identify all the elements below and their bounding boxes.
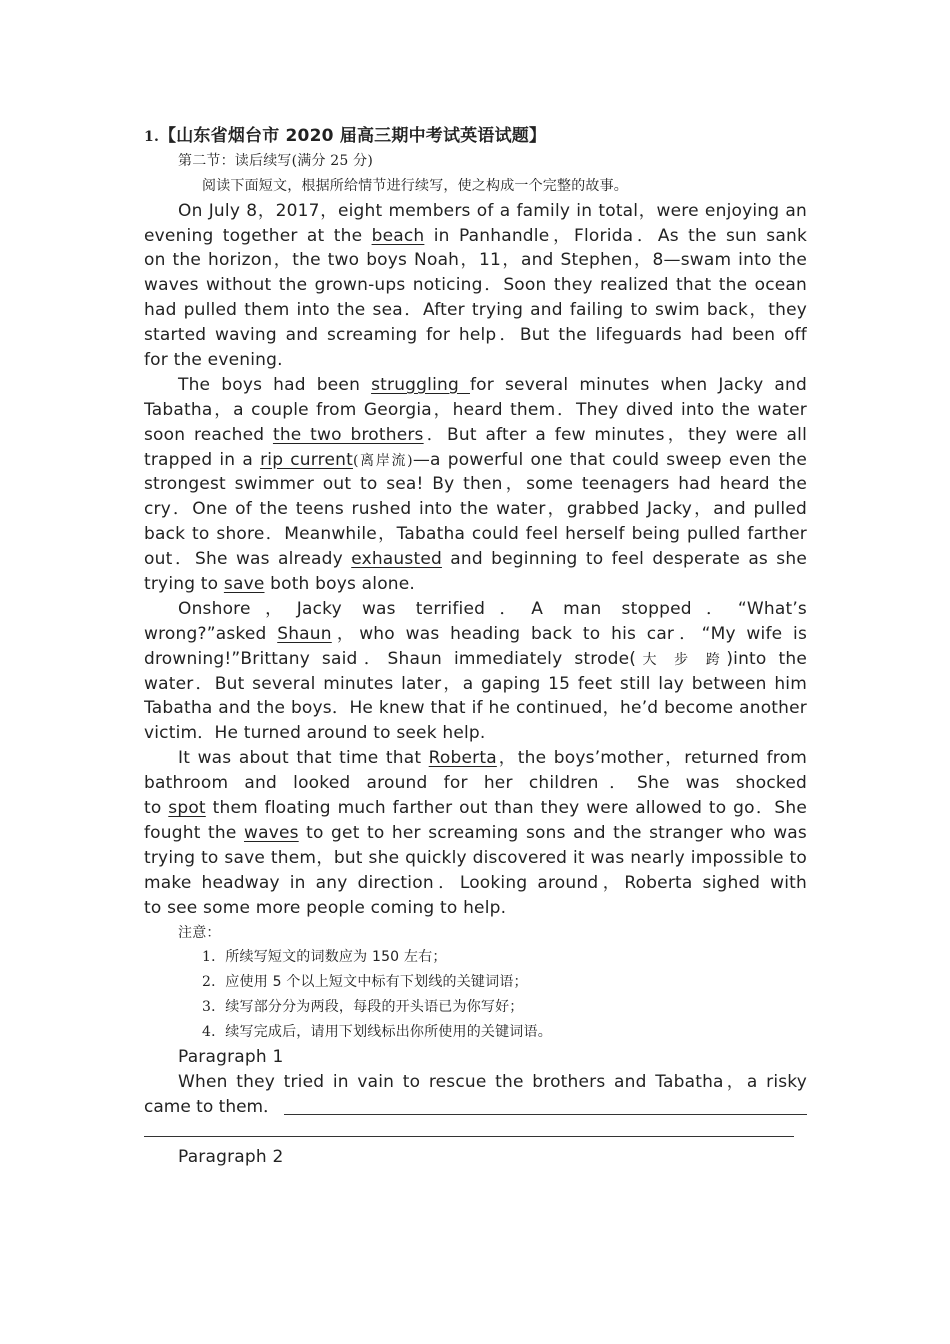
text-line: to see some more people coming to help. bbox=[144, 897, 507, 918]
chinese-gloss: 大 步 跨 bbox=[636, 651, 727, 668]
passage-paragraph-4 bbox=[144, 746, 807, 920]
text-line: had pulled them into the sea．After trying and failing to swim back，they bbox=[144, 300, 807, 321]
question-heading bbox=[144, 124, 807, 149]
text-line: trapped in a rip current(离岸流)—a powerful one that could sweep even the bbox=[144, 449, 807, 470]
section-title: 第二节：读后续写(满分 25 分) bbox=[178, 152, 374, 169]
keyword: struggling bbox=[371, 374, 470, 395]
continuation-section bbox=[144, 1045, 807, 1169]
text-line: back to shore．Meanwhile，Tabatha could feel herself being pulled farther bbox=[144, 524, 807, 545]
text-line: water．But several minutes later，a gaping 15 feet still lay between him bbox=[144, 673, 807, 694]
chinese-gloss: (离岸流) bbox=[353, 452, 413, 469]
writing-blank[interactable] bbox=[144, 1136, 794, 1137]
text-line: to spot them floating much farther out than they were allowed to go．She bbox=[144, 798, 807, 819]
text-line: strongest swimmer out to sea! By then，some teenagers had heard the bbox=[144, 474, 807, 495]
writing-blank[interactable] bbox=[284, 1100, 807, 1115]
keyword: save bbox=[223, 574, 265, 595]
text-line: evening together at the beach in Panhandle，Florida．As the sun sank bbox=[144, 225, 807, 246]
note-item: 1．所续写短文的词数应为 150 左右； bbox=[202, 949, 447, 966]
keyword: exhausted bbox=[351, 549, 442, 570]
notes-label: 注意： bbox=[178, 924, 221, 941]
keyword: spot bbox=[168, 798, 206, 819]
question-number: 1. bbox=[144, 129, 160, 145]
text-line: waves without the grown-ups noticing．Soon they realized that the ocean bbox=[144, 275, 807, 296]
keyword: beach bbox=[371, 225, 425, 246]
note-item: 4．续写完成后，请用下划线标出你所使用的关键词语。 bbox=[202, 1024, 552, 1041]
text-line: started waving and screaming for help．But the lifeguards had been off bbox=[144, 325, 807, 346]
text-line: make headway in any direction．Looking around，Roberta sighed with bbox=[144, 872, 807, 893]
paragraph-2-label: Paragraph 2 bbox=[178, 1146, 284, 1167]
passage-paragraph-2 bbox=[144, 373, 807, 597]
document-page bbox=[144, 124, 807, 1169]
answer-line[interactable] bbox=[144, 1120, 807, 1145]
text-line: wrong?”asked Shaun，who was heading back to his car．“My wife is bbox=[144, 623, 807, 644]
text-line: The boys had been struggling for several minutes when Jacky and bbox=[178, 374, 807, 395]
text-line: trying to save them，but she quickly discovered it was nearly impossible to bbox=[144, 847, 807, 868]
keyword: Roberta bbox=[428, 748, 497, 769]
text-line: On July 8，2017，eight members of a family in total，were enjoying an bbox=[178, 200, 807, 221]
text-line: fought the waves to get to her screaming sons and the stranger who was bbox=[144, 822, 807, 843]
text-line: Tabatha，a couple from Georgia，heard them．They dived into the water bbox=[144, 399, 807, 420]
text-line: Onshore，Jacky was terrified．A man stopped．“What’s bbox=[178, 598, 807, 619]
text-line: cry．One of the teens rushed into the water，grabbed Jacky，and pulled bbox=[144, 499, 807, 520]
keyword: rip current bbox=[260, 449, 353, 470]
text-line: on the horizon，the two boys Noah，11，and Stephen，8—swam into the bbox=[144, 250, 807, 271]
text-line: soon reached the two brothers．But after a few minutes，they were all bbox=[144, 424, 807, 445]
paragraph-1-label: Paragraph 1 bbox=[178, 1046, 284, 1067]
notes-section bbox=[144, 921, 807, 1045]
instruction: 阅读下面短文，根据所给情节进行续写，使之构成一个完整的故事。 bbox=[202, 177, 628, 194]
text-line: out．She was already exhausted and beginning to feel desperate as she bbox=[144, 549, 807, 570]
text-line: It was about that time that Roberta，the boys’mother，returned from bbox=[178, 748, 807, 769]
answer-line[interactable]: came to them． bbox=[144, 1095, 807, 1120]
passage-paragraph-1 bbox=[144, 199, 807, 373]
question-title: 【山东省烟台市 2020 届高三期中考试英语试题】 bbox=[159, 126, 547, 146]
note-item: 3．续写部分分为两段，每段的开头语已为你写好； bbox=[202, 999, 524, 1016]
keyword: the two brothers bbox=[272, 424, 424, 445]
text-line: Tabatha and the boys．He knew that if he continued，he’d become another bbox=[144, 698, 807, 719]
text-line: victim．He turned around to seek help. bbox=[144, 723, 486, 744]
text-line: trying to save both boys alone. bbox=[144, 574, 416, 595]
text-line: for the evening. bbox=[144, 350, 283, 371]
keyword: waves bbox=[243, 822, 299, 843]
text-line: drowning!”Brittany said．Shaun immediately strode(大 步 跨)into the bbox=[144, 648, 807, 669]
note-item: 2．应使用 5 个以上短文中标有下划线的关键词语； bbox=[202, 974, 528, 991]
text-line: When they tried in vain to rescue the brothers and Tabatha，a risky bbox=[178, 1071, 807, 1092]
text-line: bathroom and looked around for her children．She was shocked bbox=[144, 773, 807, 794]
keyword: Shaun bbox=[277, 623, 332, 644]
passage-paragraph-3 bbox=[144, 597, 807, 746]
